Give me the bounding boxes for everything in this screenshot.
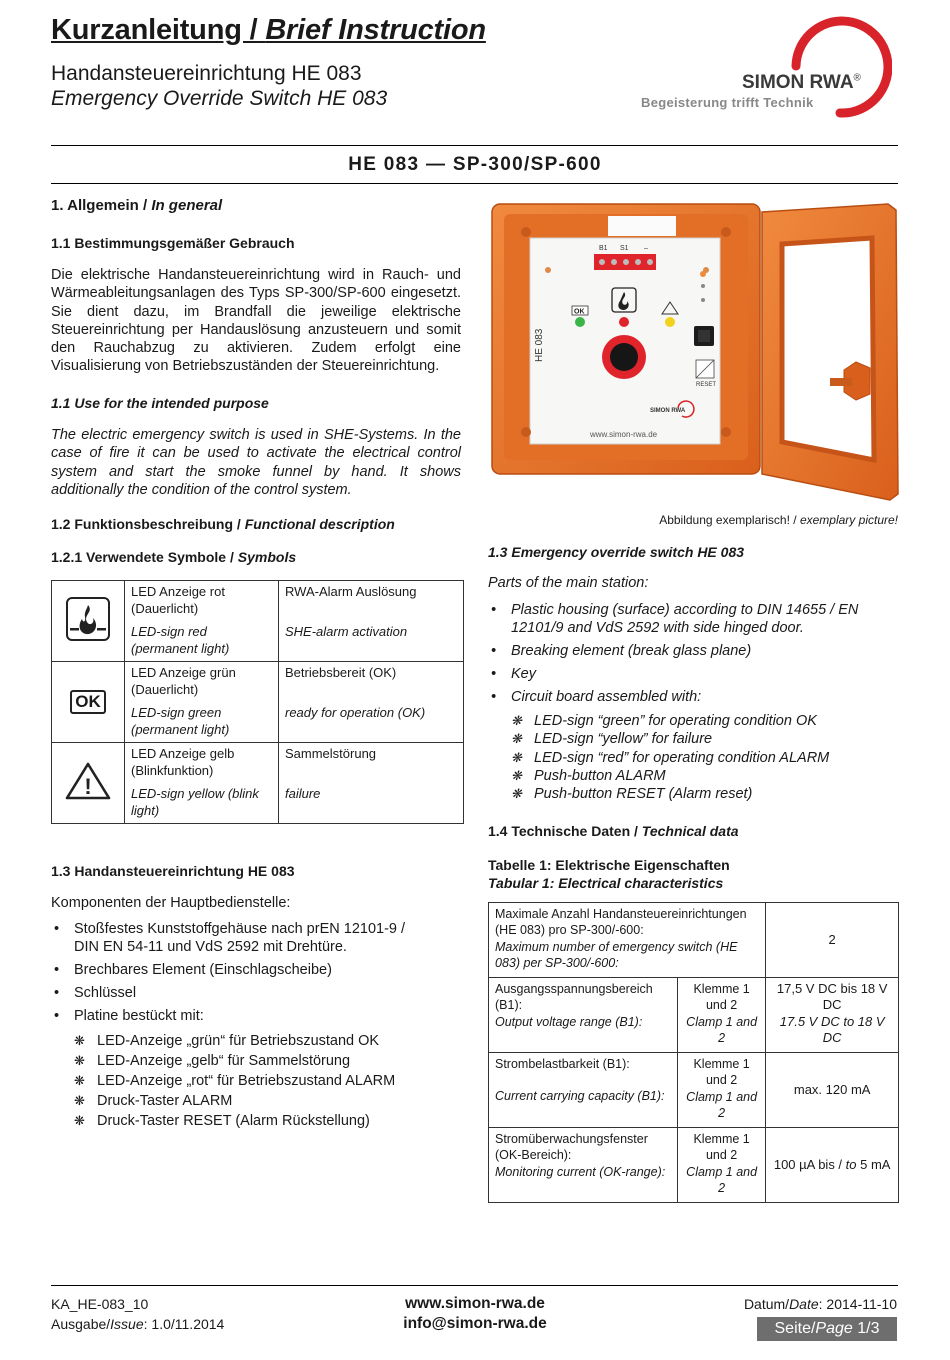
caption-de: Abbildung exemplarisch! / bbox=[659, 513, 797, 527]
technical-data-de: 1.4 Technische Daten / bbox=[488, 823, 638, 839]
functional-description-en: Functional description bbox=[244, 516, 395, 532]
property-en: Maximum number of emergency switch (HE 083) per SP-300/-600: bbox=[495, 939, 738, 971]
list-item: • Schlüssel bbox=[54, 985, 137, 1001]
logo-registered-mark: ® bbox=[853, 72, 861, 84]
table-cell-terminal bbox=[677, 1053, 765, 1128]
section-symbols-heading bbox=[51, 549, 296, 565]
list-item-text: Plastic housing (surface) according to DIN 14655 / EN 12101/9 and VdS 2592 with side hinged door. bbox=[511, 602, 859, 636]
subtitle-german: Handansteuereinrichtung HE 083 bbox=[51, 62, 362, 85]
list-item-text: Stoßfestes Kunststoffgehäuse nach prEN 12101-9 / DIN EN 54-11 und VdS 2592 mit Drehtüre. bbox=[74, 921, 406, 955]
red-led bbox=[619, 317, 629, 327]
sublist-item-text: LED-Anzeige „gelb“ für Sammelstörung bbox=[97, 1053, 351, 1069]
sublist-item-text: Push-button ALARM bbox=[534, 767, 666, 784]
table-row bbox=[489, 978, 899, 1053]
header-rule-bottom bbox=[51, 183, 898, 184]
sublist-item-text: Druck-Taster ALARM bbox=[97, 1093, 233, 1109]
fire-alarm-icon bbox=[64, 595, 112, 643]
terminal-label-dash: – bbox=[644, 245, 648, 252]
sublist-item: ❋ Push-button ALARM bbox=[511, 767, 666, 784]
section-components-de-heading: 1.3 Handansteuereinrichtung HE 083 bbox=[51, 863, 295, 879]
sublist-item-text: LED-sign “yellow” for failure bbox=[534, 731, 713, 748]
symbol-description-de: LED Anzeige grün (Dauerlicht) bbox=[131, 665, 236, 697]
symbol-meaning-cell bbox=[279, 581, 464, 662]
property-de: Strombelastbarkeit (B1): bbox=[495, 1057, 630, 1071]
footer-doc-id: KA_HE-083_10 bbox=[51, 1296, 149, 1312]
sublist-item: ❋ LED-sign “green” for operating condition OK bbox=[511, 713, 817, 729]
header-rule-top bbox=[51, 145, 898, 146]
table-cell-value: max. 120 mA bbox=[766, 1053, 899, 1128]
document-title bbox=[51, 14, 486, 47]
warning-icon-mark: ! bbox=[84, 773, 92, 799]
property-de: Stromüberwachungsfenster (OK-Bereich): bbox=[495, 1132, 648, 1163]
photo-caption bbox=[490, 513, 898, 527]
table-cell-property bbox=[489, 903, 766, 978]
table-cell-terminal bbox=[677, 1128, 765, 1203]
components-intro-de: Komponenten der Hauptbedienstelle: bbox=[51, 895, 291, 911]
symbol-description-en: LED-sign yellow (blink light) bbox=[131, 786, 259, 818]
list-item-text: Schlüssel bbox=[74, 985, 137, 1001]
title-german: Kurzanleitung / bbox=[51, 14, 258, 46]
logo-tagline: Begeisterung trifft Technik bbox=[641, 95, 814, 110]
property-en: Output voltage range (B1): bbox=[495, 1014, 643, 1029]
terminal-de: Klemme 1 und 2 bbox=[693, 1132, 750, 1163]
symbol-cell bbox=[52, 581, 125, 662]
symbol-description-en: LED-sign red (permanent light) bbox=[131, 624, 230, 656]
sublist-item-text: LED-sign “red” for operating condition ALARM bbox=[534, 749, 830, 766]
product-photo bbox=[490, 202, 900, 510]
symbol-description-en: LED-sign green (permanent light) bbox=[131, 705, 230, 737]
section-intended-use-heading: 1.1 Bestimmungsgemäßer Gebrauch bbox=[51, 235, 295, 251]
table-row bbox=[489, 903, 899, 978]
components-list-de bbox=[51, 920, 431, 1029]
issue-label-en: Issue bbox=[110, 1316, 144, 1332]
table-row bbox=[489, 1053, 899, 1128]
section-functional-description-heading bbox=[51, 516, 395, 532]
table-cell-value bbox=[766, 978, 899, 1053]
symbol-meaning-de: Betriebsbereit (OK) bbox=[285, 665, 397, 680]
value-de: 100 µA bis / bbox=[773, 1156, 843, 1172]
symbol-description-de: LED Anzeige gelb (Blinkfunktion) bbox=[131, 746, 235, 778]
footer-issue bbox=[51, 1316, 224, 1332]
logo-name: SIMON RWA bbox=[742, 72, 854, 93]
table-title-de: Tabelle 1: Elektrische Eigenschaften bbox=[488, 857, 730, 873]
symbol-row bbox=[52, 662, 464, 743]
property-de: Maximale Anzahl Handansteuereinrichtungen (HE 083) pro SP-300/-600: bbox=[495, 907, 747, 938]
sublist-item: ❋ LED-Anzeige „gelb“ für Sammelstörung bbox=[74, 1053, 351, 1069]
date-label-de: Datum/ bbox=[743, 1296, 790, 1312]
section-intended-use-en-heading: 1.1 Use for the intended purpose bbox=[51, 395, 269, 411]
property-de: Ausgangsspannungsbereich (B1): bbox=[495, 982, 653, 1013]
symbol-meaning-en: SHE-alarm activation bbox=[285, 623, 408, 639]
photo-url-text: www.simon-rwa.de bbox=[590, 430, 658, 439]
terminal-de: Klemme 1 und 2 bbox=[693, 982, 750, 1013]
issue-label-de: Ausgabe/ bbox=[51, 1316, 111, 1332]
caption-en: exemplary picture! bbox=[799, 513, 898, 527]
page-number-badge bbox=[757, 1317, 897, 1341]
door-window bbox=[782, 238, 874, 460]
list-item: • Key bbox=[491, 666, 536, 682]
symbol-description-cell bbox=[125, 743, 279, 824]
sublist-item: ❋ Druck-Taster RESET (Alarm Rückstellung) bbox=[74, 1113, 370, 1129]
photo-logo-text: SIMON RWA bbox=[650, 408, 686, 414]
terminal-en: Clamp 1 and 2 bbox=[686, 1164, 758, 1196]
symbol-meaning-cell bbox=[279, 662, 464, 743]
footer-email[interactable]: info@simon-rwa.de bbox=[403, 1315, 547, 1332]
alarm-push-button bbox=[610, 343, 638, 371]
footer-rule bbox=[51, 1285, 898, 1286]
table-title-en: Tabular 1: Electrical characteristics bbox=[488, 875, 724, 891]
symbols-heading-de: 1.2.1 Verwendete Symbole / bbox=[51, 549, 234, 565]
list-item: • Circuit board assembled with: bbox=[491, 689, 702, 705]
table-cell-value: 2 bbox=[766, 903, 899, 978]
functional-description-de: 1.2 Funktionsbeschreibung / bbox=[51, 516, 241, 532]
photo-reset-label: RESET bbox=[696, 382, 717, 388]
title-english: Brief Instruction bbox=[265, 14, 486, 46]
intended-use-en-text: The electric emergency switch is used in SHE-Systems. In the case of fire it can be used to activate the electrical control system and start the smoke funnel by hand. It shows additionally the condition of the control system. bbox=[51, 427, 461, 498]
sublist-item-text: LED-sign “green” for operating condition OK bbox=[534, 713, 817, 729]
property-en: Current carrying capacity (B1): bbox=[495, 1089, 665, 1104]
table-cell-property bbox=[489, 1128, 678, 1203]
date-value: : 2014-11-10 bbox=[818, 1296, 897, 1312]
warning-icon bbox=[64, 760, 112, 802]
sublist-item-text: LED-Anzeige „grün“ für Betriebszustand OK bbox=[97, 1033, 380, 1049]
parts-sublist-en bbox=[488, 712, 898, 803]
yellow-led bbox=[665, 317, 675, 327]
list-item: • Breaking element (break glass plane) bbox=[491, 643, 752, 659]
page-label-de: Seite/ bbox=[774, 1320, 816, 1337]
sublist-item: ❋ LED-Anzeige „rot“ für Betriebszustand ALARM bbox=[74, 1073, 396, 1089]
section-general-heading bbox=[51, 197, 222, 214]
list-item: • Platine bestückt mit: bbox=[54, 1008, 204, 1024]
table-cell-property bbox=[489, 1053, 678, 1128]
symbol-row bbox=[52, 581, 464, 662]
sublist-item: ❋ LED-Anzeige „grün“ für Betriebszustand OK bbox=[74, 1033, 380, 1049]
list-item-text: Circuit board assembled with: bbox=[511, 689, 702, 705]
table-cell-property bbox=[489, 978, 678, 1053]
footer-date bbox=[640, 1296, 897, 1312]
sublist-item: ❋ LED-sign “red” for operating condition ALARM bbox=[511, 749, 830, 766]
date-label-en: Date bbox=[789, 1296, 819, 1312]
sublist-item-text: Push-button RESET (Alarm reset) bbox=[534, 786, 753, 803]
ok-icon: OK bbox=[70, 690, 106, 714]
symbol-description-de: LED Anzeige rot (Dauerlicht) bbox=[131, 584, 225, 616]
value-en: to bbox=[845, 1156, 857, 1172]
issue-value: : 1.0/11.2014 bbox=[143, 1316, 225, 1332]
symbol-cell bbox=[52, 662, 125, 743]
list-item: • Plastic housing (surface) according to DIN 14655 / EN 12101/9 and VdS 2592 with side hinged door. bbox=[491, 602, 859, 636]
value-en: 17.5 V DC to 18 V DC bbox=[779, 1013, 885, 1046]
symbol-meaning-en: failure bbox=[285, 785, 321, 801]
symbol-cell bbox=[52, 743, 125, 824]
symbol-meaning-en: ready for operation (OK) bbox=[285, 704, 426, 720]
sublist-item: ❋ Push-button RESET (Alarm reset) bbox=[511, 786, 753, 803]
parts-list-en bbox=[488, 601, 868, 710]
technical-data-en: Technical data bbox=[641, 823, 739, 839]
terminal-de: Klemme 1 und 2 bbox=[693, 1057, 750, 1088]
symbols-table bbox=[51, 580, 464, 824]
symbol-meaning-cell bbox=[279, 743, 464, 824]
photo-model-label: HE 083 bbox=[534, 328, 545, 362]
footer-web[interactable]: www.simon-rwa.de bbox=[405, 1295, 545, 1312]
list-item: • Stoßfestes Kunststoffgehäuse nach prEN 12101-9 / DIN EN 54-11 und VdS 2592 mit Drehtüre. bbox=[54, 921, 406, 955]
list-item: • Brechbares Element (Einschlagscheibe) bbox=[54, 962, 332, 978]
sublist-item: ❋ Druck-Taster ALARM bbox=[74, 1093, 233, 1109]
list-item-text: Breaking element (break glass plane) bbox=[511, 643, 752, 659]
board-top-slot bbox=[608, 216, 676, 236]
symbol-row bbox=[52, 743, 464, 824]
photo-ok-label: OK bbox=[574, 308, 585, 316]
value-tail: 5 mA bbox=[860, 1156, 891, 1172]
table-row bbox=[489, 1128, 899, 1203]
value-de: 17,5 V DC bis 18 V DC bbox=[776, 981, 888, 1013]
sublist-item-text: LED-Anzeige „rot“ für Betriebszustand ALARM bbox=[97, 1073, 396, 1089]
section-general-en: In general bbox=[151, 197, 223, 214]
intended-use-text: Die elektrische Handansteuereinrichtung wird in Rauch- und Wärmeableitungsanlagen des Typs SP-300/SP-600 eingesetzt. Sie dient dazu, im Brandfall die jeweilige elektrische Steuereinrichtung per Handauslösung anzusteuern und somit den Rauchabzug zu aktivieren. Zudem erfolgt eine Visualisierung von Betriebszuständen der Steuereinrichtung. bbox=[51, 267, 461, 375]
list-item-text: Brechbares Element (Einschlagscheibe) bbox=[74, 962, 332, 978]
terminal-en: Clamp 1 and 2 bbox=[686, 1014, 758, 1046]
list-item-text: Key bbox=[511, 666, 536, 682]
list-item-text: Platine bestückt mit: bbox=[74, 1008, 204, 1024]
page-value: 1/3 bbox=[857, 1320, 880, 1337]
table-cell-value bbox=[766, 1128, 899, 1203]
table-cell-terminal bbox=[677, 978, 765, 1053]
sublist-item: ❋ LED-sign “yellow” for failure bbox=[511, 731, 713, 748]
section-technical-data-heading bbox=[488, 823, 739, 839]
symbol-description-cell bbox=[125, 581, 279, 662]
property-en: Monitoring current (OK-range): bbox=[495, 1164, 666, 1179]
electrical-properties-table bbox=[488, 902, 899, 1203]
section-override-switch-en-heading: 1.3 Emergency override switch HE 083 bbox=[488, 544, 745, 560]
green-led bbox=[575, 317, 585, 327]
symbol-description-cell bbox=[125, 662, 279, 743]
terminal-label-s1: S1 bbox=[620, 245, 629, 252]
components-sublist-de bbox=[51, 1031, 451, 1131]
symbols-heading-en: Symbols bbox=[237, 549, 297, 565]
sublist-item-text: Druck-Taster RESET (Alarm Rückstellung) bbox=[97, 1113, 370, 1129]
page-label-en: Page bbox=[815, 1320, 853, 1337]
terminal-en: Clamp 1 and 2 bbox=[686, 1089, 758, 1121]
symbol-meaning-de: RWA-Alarm Auslösung bbox=[285, 584, 417, 599]
subtitle-english: Emergency Override Switch HE 083 bbox=[51, 87, 388, 110]
logo-wordmark bbox=[742, 72, 861, 94]
model-line: HE 083 — SP-300/SP-600 bbox=[348, 154, 602, 175]
terminal-label-b1: B1 bbox=[599, 245, 608, 252]
symbol-meaning-de: Sammelstörung bbox=[285, 746, 377, 761]
parts-intro-en: Parts of the main station: bbox=[488, 575, 649, 591]
section-general-de: 1. Allgemein / bbox=[51, 197, 148, 214]
